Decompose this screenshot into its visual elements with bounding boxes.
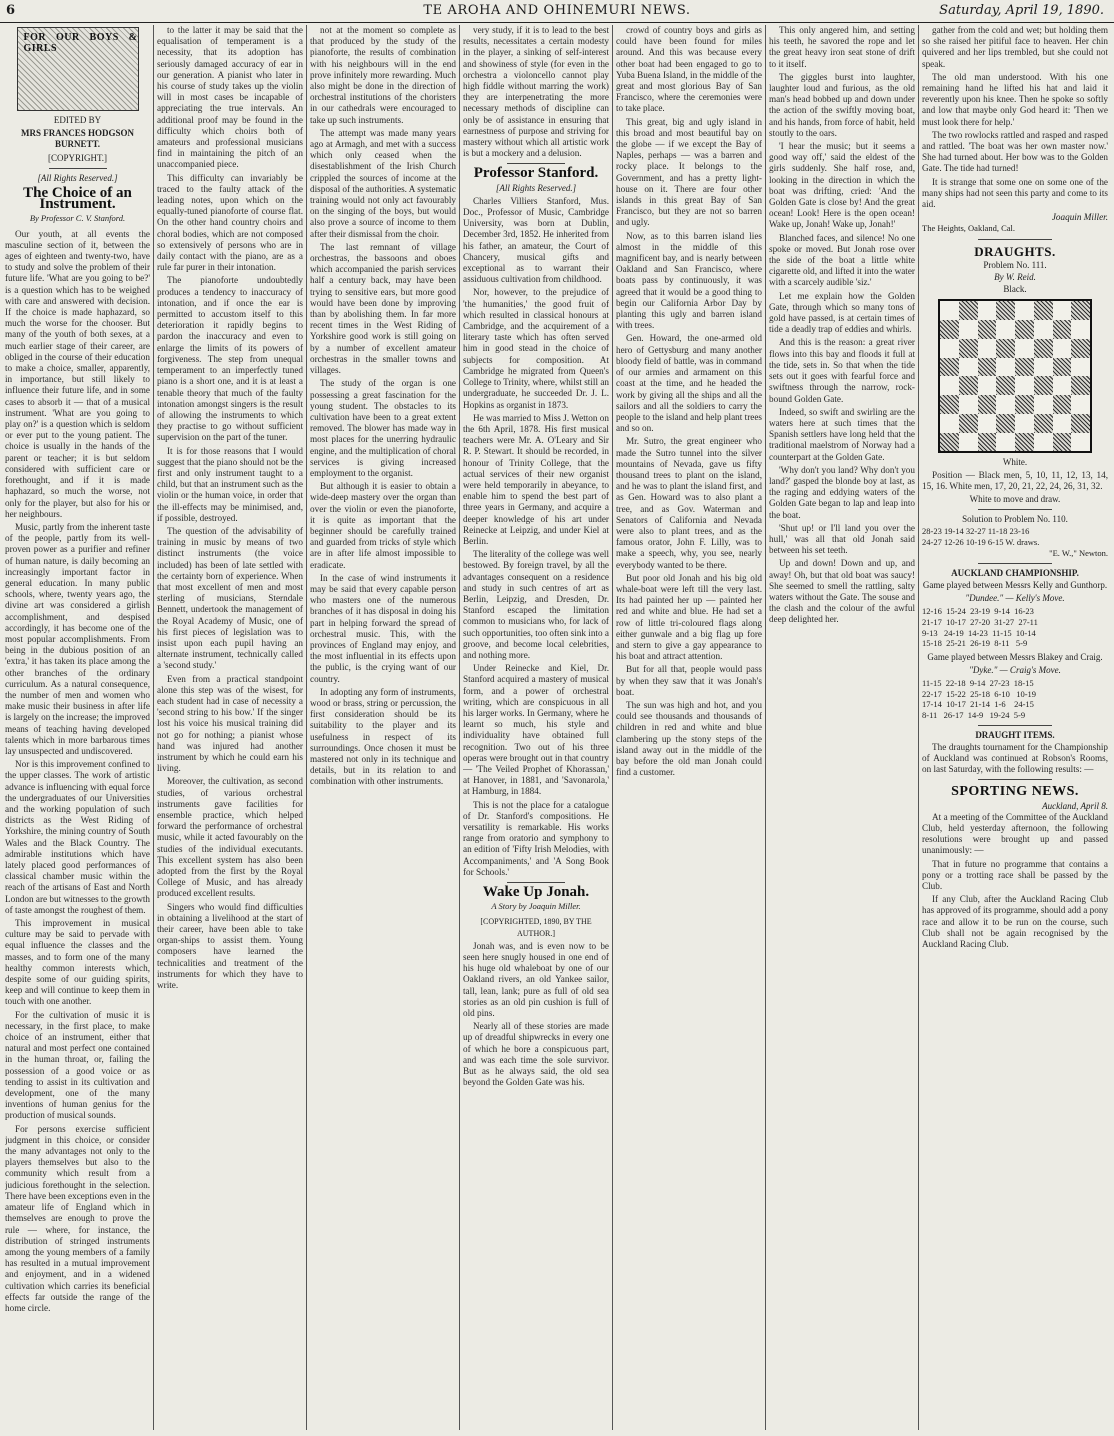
paragraph: In adopting any form of instruments, wood or brass, string or percussion, the first consideration should be its suitability to the player and its usefulness in respect of its surroundings. Once chosen it must be mastered not only in its technique and details, but in its relation to and combination with other instruments. xyxy=(310,686,456,787)
board-square xyxy=(959,358,978,377)
board-square xyxy=(1071,414,1090,433)
article-title: The Choice of an Instrument. xyxy=(23,185,132,213)
paragraph: Music, partly from the inherent taste of the people, partly from its well-proven power as a purifier and refiner of human nature, is daily becoming an increasingly important factor in general education. In many public schools, where, twenty years ago, the divine art was considered a girlish accomplishment, and despised accordingly, it has become one of the most popular accomplishments. From being in the dubious position of an 'extra,' it has taken its place among the other branches of the ordinary curriculum. As a natural consequence, the number of men and women who make music their business in after life is largely on the increase; the improved means of teaching having developed talents which in more barbarous times lay unsuspected and undiscovered. xyxy=(5,521,150,756)
problem-position: Position — Black men, 5, 10, 11, 12, 13, 14, 15, 16. White men, 17, 20, 21, 22, 24, 26, 31, 32. xyxy=(922,469,1108,491)
board-square xyxy=(996,433,1015,452)
paragraph: Mr. Sutro, the great engineer who made the Sutro tunnel into the silver mountains of Nevada, gave us fifty thousand trees to plant on the island, and he was to plant the island first, and as Gen. Howard was to also plant a tree, and as Gov. Waterman and Senators of California and Nevada were also to plant trees, and as the famous orator, John F. Lilly, was to make a speech, why, you see, nearly everybody wanted to be there. xyxy=(616,436,762,570)
solution-heading: Solution to Problem No. 110. xyxy=(962,514,1068,525)
board-square xyxy=(1015,414,1034,433)
paragraph: This only angered him, and setting his teeth, he savored the rope and let the great heavy iron seat stone of drift to it itself. xyxy=(769,25,915,69)
move-line: 12-16 15-24 23-19 9-14 16-23 xyxy=(922,606,1034,617)
paragraph: crowd of country boys and girls as could have been found for miles around. And this was because every other boat had been engaged to go to Yuba Buena Island, in the middle of the great and most glorious Bay of San Francisco, where the ceremonies were to take place. xyxy=(616,25,762,114)
board-square xyxy=(996,301,1015,320)
paragraph: not at the moment so complete as that produced by the study of the pianoforte, the results of combination with his neighbours will in the end prove infinitely more rewarding. Much also might be done in the direction of orchestral institutions of the choristers in our cathedrals were encouraged to take up such instruments. xyxy=(310,25,456,125)
white-label: White. xyxy=(1002,457,1028,468)
paragraph: This improvement in musical culture may be said to pervade with equal influence the classes and the masses, and to form one of the many healthy common interests which, despite some of our guiding spirits, keep and will continue to keep them in touch with one another. xyxy=(5,918,150,1007)
board-square xyxy=(1071,358,1090,377)
divider xyxy=(978,779,1052,780)
draughts-heading: DRAUGHTS. xyxy=(974,243,1056,259)
copyright-note: [COPYRIGHT.] xyxy=(47,152,108,163)
solution-signature: "E. W.," Newton. xyxy=(1049,547,1108,558)
board-square xyxy=(1034,301,1053,320)
board-square xyxy=(940,301,959,320)
problem-author: By W. Reid. xyxy=(994,272,1036,283)
article-title: Professor Stanford. xyxy=(473,165,599,182)
board-square xyxy=(1034,433,1053,452)
divider xyxy=(978,563,1052,564)
column-7 xyxy=(922,25,1108,1430)
move-line: 22-17 15-22 25-18 6-10 10-19 xyxy=(922,688,1037,699)
paragraph: Under Reinecke and Kiel, Dr. Stanford acquired a mastery of musical form, and a power of orchestral writing, which are conspicuous in all his larger works. In Germany, where he learnt so much, his style and individuality have obtained full recognition. Two out of his three operas were brought out in that country — 'The Veiled Prophet of Khorassan,' at Hanover, in 1881, and 'Savonarola,' at Hamburg, in 1884. xyxy=(463,663,609,797)
paragraph: This difficulty can invariably be traced to the faulty attack of the leading notes, upon which on the equally-tuned pianoforte of course flat. On the other hand country choirs and choral bodies, which are not composed so extensively of persons who are in daily contact with the piano, are as a rule far purer in their intonation. xyxy=(157,172,303,273)
paragraph: But although it is easier to obtain a wide-deep mastery over the organ than over the violin or even the pianoforte, it is quite as important that the beginner should be carefully trained and guarded from tricks of style which are in after life almost impossible to eradicate. xyxy=(310,481,456,570)
board-square xyxy=(1053,376,1072,395)
story-byline: A Story by Joaquin Miller. xyxy=(491,901,581,912)
masthead: TE AROHA AND OHINEMURI NEWS. xyxy=(423,3,691,18)
paragraph: Nor, however, to the prejudice of 'the humanities,' the good fruit of which resulted in classical honours at Cambridge, and the acquirement of a literary taste which has often served him in good stead in the choice of subjects for composition. At Cambridge he migrated from Queen's College to Trinity, where, whilst still an undergraduate, he succeeded Dr. J. L. Hopkins as organist in 1873. xyxy=(463,287,609,410)
board-square xyxy=(1071,301,1090,320)
paragraph: to the latter it may be said that the equalisation of temperament is a necessity, that its adoption has seriously damaged accuracy of ear in our generation. A pianist who later in his course of study takes up the violin will in most cases be incapable of appreciating the true intervals. An additional proof may be found in the difficulty which choirs both of amateurs and professional musicians find in maintaining the pitch of an unaccompanied piece. xyxy=(157,25,303,170)
paragraph: 'Why don't you land? Why don't you land?' gasped the blonde boy at last, as the raging and eddying waters of the Golden Gate began to lap and leap into the boat. xyxy=(769,464,915,520)
board-square xyxy=(959,320,978,339)
board-square xyxy=(996,414,1015,433)
game-opening: "Dyke." — Craig's Move. xyxy=(969,665,1061,676)
divider xyxy=(978,725,1052,726)
paragraph: The two rowlocks rattled and rasped and rasped and rattled. 'The boat was her own master now.' She had turned about. Her bow was to the Golden Gate. The tide had turned! xyxy=(922,129,1108,174)
column-rule xyxy=(765,25,766,1430)
board-square xyxy=(1053,395,1072,414)
divider xyxy=(978,239,1052,240)
move-line: 17-14 10-17 21-14 1-6 24-15 xyxy=(922,699,1034,710)
rights-note: [All Rights Reserved.] xyxy=(495,182,577,193)
board-square xyxy=(996,376,1015,395)
board-square xyxy=(1034,376,1053,395)
solution-line: 24-27 12-26 10-19 6-15 W. draws. xyxy=(922,537,1040,548)
paragraph: Nearly all of these stories are made up of dreadful shipwrecks in every one of which he bore a conspicuous part, and was each time the sole survivor. But as he always said, the old sea beyond the Golden Gate was his. xyxy=(463,1021,609,1088)
board-square xyxy=(940,395,959,414)
paragraph: The pianoforte undoubtedly produces a tendency to inaccuracy of intonation, and if once the ear is permitted to accustom itself to this deterioration it rapidly begins to pardon the inaccuracy and even to enlarge the limits of its powers of forgiveness. The step from unequal temperament to an imperfectly tuned piano is a short one, and it is at least a tenable theory that much of the faulty intonation amongst singers is the result of allowing the instruments to which they practise to go without sufficient supervision on the part of the tuner. xyxy=(157,275,303,443)
page-number: 6 xyxy=(6,3,16,18)
column-4 xyxy=(463,25,609,1430)
paragraph: This great, big and ugly island in this broad and most beautiful bay on the globe — if we except the Bay of Naples, perhaps — was a barren and rocky place. It belongs to the Government, and has a pretty light-house on it. There are four other islands in this great Bay of San Francisco, but they are not so barren and ugly. xyxy=(616,116,762,228)
board-square xyxy=(959,433,978,452)
move-line: 21-17 10-17 27-20 31-27 27-11 xyxy=(922,617,1038,628)
column-3 xyxy=(310,25,456,1430)
paragraph: 'Shut up! or I'll land you over the hull,' was all that old Jonah said between his set teeth. xyxy=(769,522,915,556)
column-rule xyxy=(306,25,307,1430)
board-square xyxy=(1015,320,1034,339)
problem-number: Problem No. 111. xyxy=(983,259,1047,270)
board-square xyxy=(940,433,959,452)
paragraph: If any Club, after the Auckland Racing Club has approved of its programme, should add a pony race and allow it to be run on the course, such Club shall not be again recognised by the Auckland Racing Club. xyxy=(922,894,1108,950)
board-square xyxy=(1071,395,1090,414)
paragraph: Gen. Howard, the one-armed old hero of Gettysburg and many another bloody field of battle, was in command of our armies and armament on this coast at the time, and he headed the work by giving all the ships and all the sailors and all the soldiers to carry the people to the island and help plant trees and so on. xyxy=(616,333,762,434)
paragraph: The literality of the college was well bestowed. By foreign travel, by all the advantages consequent on a residence and study in such centres of art as Berlin, Leipzig, and Dresden, Dr. Stanford escaped the limitation common to musicians who, for lack of such opportunities, too often sink into a groove, and become local celebrities, and nothing more. xyxy=(463,549,609,660)
paragraph: The giggles burst into laughter, laughter loud and furious, as the old man's head bobbed up and down under the action of the swiftly moving boat, and his hands, from force of habit, held stoutly to the oars. xyxy=(769,71,915,138)
championship-heading: AUCKLAND CHAMPIONSHIP. xyxy=(951,567,1079,578)
board-square xyxy=(978,433,997,452)
paragraph: Now, as to this barren island lies almost in the middle of this magnificent bay, and is nearly between Oakland and San Francisco, where boats pass by continuously, it was agreed that it would be a good thing to begin our California Arbor Day by planting this ugly and barren island with trees. xyxy=(616,230,762,331)
article-byline: By Professor C. V. Stanford. xyxy=(29,213,126,224)
board-square xyxy=(1034,339,1053,358)
paragraph: He was married to Miss J. Wetton on the 6th April, 1878. His first musical teachers were Mr. A. O'Leary and Sir R. P. Stewart. It should be recorded, in honour of Trinity College, that the actual services of their new organist were held temporarily in abeyance, to enable him to spend the best part of three years in Germany, and acquire a deeper knowledge of his art under Reinecke at Leipzig, and under Kiel at Berlin. xyxy=(463,412,609,546)
copyright-note: [COPYRIGHTED, 1890, BY THE AUTHOR.] xyxy=(480,917,592,938)
column-rule xyxy=(918,25,919,1430)
column-6 xyxy=(769,25,915,1430)
paragraph: Jonah was, and is even now to be seen here snugly housed in one end of his huge old whaleboat by one of our Oakland rivers, an old Yankee sailor, tall, lean, lank; pure as full of old sea stories as an old pin cushion is full of old pins. xyxy=(463,940,609,1019)
paragraph: But for all that, people would pass by when they saw that it was Jonah's boat. xyxy=(616,664,762,697)
vignette-label: FOR OUR BOYS & GIRLS xyxy=(23,32,138,55)
move-line: 8-11 26-17 14-9 19-24 5-9 xyxy=(922,710,1026,721)
board-square xyxy=(978,376,997,395)
column-rule xyxy=(459,25,460,1430)
paragraph: Indeed, so swift and swirling are the waters here at such times that the Spanish settlers have long held that the traditional maelstrom of Norway had a counterpart at the Golden Gate. xyxy=(769,406,915,462)
board-square xyxy=(1053,301,1072,320)
rights-note: [All Rights Reserved.] xyxy=(37,172,118,183)
game-intro: Game played between Messrs Blakey and Craig. xyxy=(927,651,1103,662)
divider xyxy=(49,168,107,169)
board-square xyxy=(1015,301,1034,320)
board-square xyxy=(978,358,997,377)
paragraph: The question of the advisability of training in music by means of two distinct instruments (the voice included) has been of late settled with the certainty born of experience. When that most excellent of men and most sterling of musicians, Sterndale Bennett, undertook the management of the Royal Academy of Music, one of his first pieces of legislation was to insist upon each pupil having an alternate instrument, technically called a 'second study.' xyxy=(157,525,303,671)
board-square xyxy=(940,320,959,339)
divider xyxy=(507,882,565,883)
paragraph: Our youth, at all events the masculine section of it, between the ages of eighteen and twenty-two, have to study and solve the problem of their future life. 'What are you going to be?' is a question which has to be weighed with care and answered with decision. If the choice is made haphazard, so much the worse for the chooser. But many of the youth of both sexes, at a much earlier stage of their career, are obliged in the course of their education to make a choice, smaller, apparently, in importance, but still likely to influence their future life, and in some cases to absorb it — that of a musical instrument. 'What are you going to play on?' is a question which is seldom or ever put to the young patient. The choice is usually in the hands of the parent or teacher; it is but seldom considered with sufficient care or forethought, and if it is made haphazard, so much the worse, not only for the player, but also for his or her neighbours. xyxy=(5,228,150,519)
paragraph: But poor old Jonah and his big old whale-boat were left till the very last. Its had painted her up — painted her red and white and blue. He had set a row of little tri-coloured flags along either gunwale and a big flag up fore and stern to give a gay appearance to his boat and attract attention. xyxy=(616,572,762,662)
game-opening: "Dundee." — Kelly's Move. xyxy=(965,593,1065,604)
paragraph: Charles Villiers Stanford, Mus. Doc., Professor of Music, Cambridge University, was born at Dublin, December 3rd, 1852. He inherited from his father, an amateur, the Court of Chancery, musical gifts and exceptional as to warrant their assiduous cultivation from childhood. xyxy=(463,195,609,285)
story-title: Wake Up Jonah. xyxy=(482,884,590,901)
paragraph: very study, if it is to lead to the best results, necessitates a certain modesty in the player, a sinking of self-interest and showiness of style (for even in the orchestra a violoncello cannot play high fiddle without marring the work) they are interpenetrating the more necessary methods of discipline can only be of assistance in ensuring that earnestness of purpose and striving for mastery without which all artistic work is but a mockery and a delusion. xyxy=(463,25,609,159)
board-square xyxy=(959,414,978,433)
solution-line: 28-23 19-14 32-27 11-18 23-16 xyxy=(922,526,1030,537)
board-square xyxy=(978,339,997,358)
paragraph: The old man understood. With his one remaining hand he lifted his hat and laid it reverently upon his knee. Then he spoke so softly and low that maybe only God heard it: 'Then we must look there for help.' xyxy=(922,71,1108,127)
board-square xyxy=(959,395,978,414)
board-square xyxy=(1034,414,1053,433)
column-1 xyxy=(5,25,150,1430)
divider xyxy=(507,163,565,164)
paragraph: Blanched faces, and silence! No one spoke or moved. But Jonah rose over the side of the boat a little white cigarette old, and lifted it into the water with a scarcely audible 'siz.' xyxy=(769,232,915,288)
paragraph: Let me explain how the Golden Gate, through which so many tons of gold have passed, is at certain times of tide a deadly trap of eddies and whirls. xyxy=(769,290,915,335)
board-square xyxy=(1015,433,1034,452)
paragraph: The study of the organ is one possessing a great fascination for the young student. The obstacles to its cultivation have been to a great extent removed. The blower has made way in most places for the unerring hydraulic engine, and the multiplication of choral services is giving increased employment to the organist. xyxy=(310,378,456,478)
board-square xyxy=(1071,320,1090,339)
board-square xyxy=(978,414,997,433)
board-square xyxy=(1015,376,1034,395)
paragraph: 'I hear the music; but it seems a good way off,' said the eldest of the girls suddenly. She half rose, and, looking in the direction in which the boat was drifting, cried: 'And the Golden Gate is close by! And the great ocean! Look! Here is the open ocean! Wake up, Jonah! Wake up, Jonah!' xyxy=(769,141,915,230)
board-square xyxy=(1053,358,1072,377)
game-intro: Game played between Messrs Kelly and Gunthorp. xyxy=(922,580,1108,591)
board-square xyxy=(1071,433,1090,452)
signature-place: The Heights, Oakland, Cal. xyxy=(922,223,1016,234)
board-square xyxy=(978,395,997,414)
board-square xyxy=(996,339,1015,358)
board-square xyxy=(1015,358,1034,377)
board-square xyxy=(1071,339,1090,358)
board-square xyxy=(1053,320,1072,339)
paragraph: The sun was high and hot, and you could see thousands and thousands of children in red and white and blue clambering up the stony steps of the island away out in the middle of the bay before the old man Jonah could find a customer. xyxy=(616,699,762,778)
sporting-dateline: Auckland, April 8. xyxy=(1042,800,1108,811)
paragraph: At a meeting of the Committee of the Auckland Club, held yesterday afternoon, the following resolutions were brought up and passed unanimously: — xyxy=(922,811,1108,856)
page-header xyxy=(0,0,1114,23)
board-square xyxy=(1053,433,1072,452)
paragraph: Singers who would find difficulties in obtaining a livelihood at the start of their career, have been able to take organ-ships to assist them. Young composers have learned the technicalities and treatment of the instruments for which they have to write. xyxy=(157,901,303,991)
paragraph: Up and down! Down and up, and away! Oh, but that old boat was saucy! She seemed to smell the rattling, salty waters without the Gate. The souse and the clash and the colour of the awful deep delighted her. xyxy=(769,558,915,625)
problem-instruction: White to move and draw. xyxy=(969,494,1061,505)
draught-items-heading: DRAUGHT ITEMS. xyxy=(975,729,1055,740)
paragraph: It is for those reasons that I would suggest that the piano should not be the first and only instrument taught to a child, but that an instrument such as the violin or the human voice, in order that the ill-effects may be minimised, and, if possible, destroyed. xyxy=(157,445,303,523)
column-2 xyxy=(157,25,303,1430)
board-square xyxy=(996,358,1015,377)
paragraph: That in future no programme that contains a pony or a trotting race shall be passed by the Club. xyxy=(922,858,1108,892)
move-line: 11-15 22-18 9-14 27-23 18-15 xyxy=(922,678,1034,689)
board-square xyxy=(940,339,959,358)
paragraph: The attempt was made many years ago at Armagh, and met with a success which only ceased when the disestablishment of the Irish Church crippled the sources of income at the disposal of the authorities. A systematic training would not only act favourably on the singing of the boys, but would also prove a source of income to them after their dismissal from the choir. xyxy=(310,127,456,239)
paragraph: gather from the cold and wet; but holding them so she raised her pitiful face to heaven. Her chin quivered and her lips trembled, but she could not speak. xyxy=(922,25,1108,69)
column-5 xyxy=(616,25,762,1430)
issue-date: Saturday, April 19, 1890. xyxy=(939,3,1104,18)
paragraph: Moreover, the cultivation, as second studies, of various orchestral instruments gave facilities for ensemble practice, which helped forward the performance of orchestral music, while it acted favourably on the studies of the individual executants. This excellent system has also been adopted from the first by the Royal College of Music, and has already produced excellent results. xyxy=(157,776,303,899)
board-square xyxy=(959,339,978,358)
board-square xyxy=(1034,395,1053,414)
board-square xyxy=(940,358,959,377)
board-square xyxy=(959,376,978,395)
board-square xyxy=(978,320,997,339)
paragraph: Nor is this improvement confined to the upper classes. The work of artistic advance is influencing with equal force the undergraduates of our Universities and the working population of such districts as the West Riding of Yorkshire, the mining country of South Wales and the Black Country. The admirable institutions which have lately placed good performances of classical chamber music within the reach of the artisans of East and North London are but witnesses to the growth of taste amongst the roughest of them. xyxy=(5,759,150,915)
edited-by: EDITED BY xyxy=(53,115,102,125)
paragraph: For persons exercise sufficient judgment in this choice, or consider the many advantages not only to the players themselves but also to the community which result from a judicious forethought in the selection. There have been exceptions even in the amateur life of England which in themselves are enough to prove the rule — where, for instance, the distribution of stringed instruments among the young members of a family has resulted in a mutual improvement and enjoyment, and in a widened cultivation which carries its beneficial effects far outside the range of the home circle. xyxy=(5,1123,150,1313)
draughts-board xyxy=(938,299,1092,453)
paragraph: For the cultivation of music it is necessary, in the first place, to make choice of an instrument, either that natural and most perfect one contained in the human throat, or, failing the possession of a good voice or as tending to assist in its cultivation and development, one of the many inventions of human genius for the production of musical sounds. xyxy=(5,1009,150,1121)
paragraph: The last remnant of village orchestras, the bassoons and oboes which accompanied the parish services half a century back, may have been trying to sensitive ears, but more good would have been done by improving than by abolishing them. In far more recent times in the West Riding of Yorkshire good work is still going on by a number of excellent amateur orchestras in the smaller towns and villages. xyxy=(310,241,456,376)
move-line: 15-18 25-21 26-19 8-11 5-9 xyxy=(922,638,1028,649)
paragraph: The draughts tournament for the Championship of Auckland was continued at Robson's Rooms, on last Saturday, with the following results: — xyxy=(922,741,1108,775)
section-vignette-image xyxy=(17,27,139,111)
paragraph: This is not the place for a catalogue of Dr. Stanford's compositions. He versatility is remarkable. His works range from oratorio and symphony to an edition of 'Fifty Irish Melodies, with Accompaniments,' and 'A Song Book for Schools.' xyxy=(463,799,609,877)
paragraph: It is strange that some one on some one of the many ships had not seen this party and come to its aid. xyxy=(922,176,1108,210)
board-square xyxy=(978,301,997,320)
move-line: 9-13 24-19 14-23 11-15 10-14 xyxy=(922,627,1036,638)
board-square xyxy=(1053,339,1072,358)
column-rule xyxy=(612,25,613,1430)
board-square xyxy=(959,301,978,320)
black-label: Black. xyxy=(1003,284,1027,295)
board-square xyxy=(1015,339,1034,358)
board-square xyxy=(1053,414,1072,433)
board-square xyxy=(1071,376,1090,395)
board-square xyxy=(940,376,959,395)
paragraph: And this is the reason: a great river flows into this bay and floods it full at the tide, sets in. So that when the tide sets out it goes with fearful force and swiftness through the narrow, rock-bound Golden Gate. xyxy=(769,337,915,404)
board-square xyxy=(940,414,959,433)
column-rule xyxy=(153,25,154,1430)
board-square xyxy=(1034,358,1053,377)
story-signature: Joaquin Miller. xyxy=(1051,212,1108,223)
divider xyxy=(978,509,1052,510)
editor-name: MRS FRANCES HODGSON BURNETT. xyxy=(20,128,134,150)
paragraph: In the case of wind instruments it may be said that every capable person who masters one of the numerous branches of it has disposal in doing his part in helping forward the spread of orchestral music. This, with the provinces of England may enjoy, and the most influential in its effects upon the public, is the crying want of our country. xyxy=(310,572,456,684)
board-square xyxy=(996,395,1015,414)
board-square xyxy=(1034,320,1053,339)
board-square xyxy=(1015,395,1034,414)
paragraph: Even from a practical standpoint alone this step was of the wisest, for each student had in case of necessity a 'second string to his bow.' If the singer lost his voice his musical training did not go for nothing; a pianist whose hand was injured had another instrument by which he could earn his living. xyxy=(157,673,303,774)
sporting-heading: SPORTING NEWS. xyxy=(951,784,1079,800)
board-square xyxy=(996,320,1015,339)
